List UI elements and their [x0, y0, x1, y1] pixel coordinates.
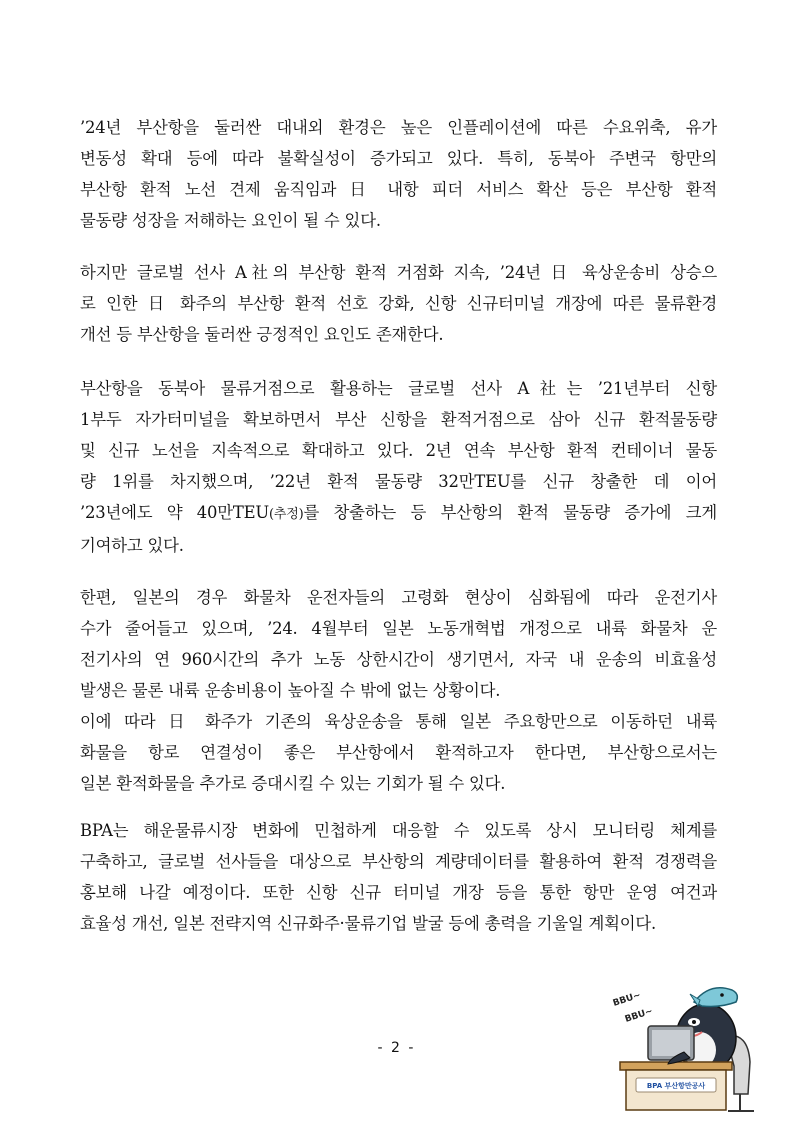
text-line: 기여하고 있다.	[80, 536, 184, 555]
text-line: 부산항을 동북아 물류거점으로 활용하는 글로벌 선사 A社는 ’21년부터 신항	[80, 379, 717, 398]
paragraph-positive-factors	[80, 257, 717, 350]
mascot-sound-text: BBU~	[611, 990, 643, 1009]
paragraph-japan-logistics	[80, 582, 717, 799]
paragraph-outlook	[80, 112, 717, 236]
text-line: 량 1위를 차지했으며, ’22년 환적 물동량 32만TEU를 신규 창출한 데 이어	[80, 472, 717, 491]
desk-logo-text: BPA 부산항만공사	[646, 1082, 706, 1090]
mascot-sound-text: BBU~	[623, 1006, 655, 1025]
text-line: BPA는 해운물류시장 변화에 민첩하게 대응할 수 있도록 상시 모니터링 체계를	[80, 821, 717, 840]
text-line: 일본 환적화물을 추가로 증대시킬 수 있는 기회가 될 수 있다.	[80, 774, 506, 793]
page-number: - 2 -	[377, 1040, 416, 1056]
text-line: 홍보해 나갈 예정이다. 또한 신항 신규 터미널 개장 등을 통한 항만 운영 여건과	[80, 883, 717, 902]
text-line: 구축하고, 글로벌 선사들을 대상으로 부산항의 계량데이터를 활용하여 환적 경쟁력을	[80, 852, 717, 871]
text-line: 한편, 일본의 경우 화물차 운전자들의 고령화 현상이 심화됨에 따라 운전기사	[80, 588, 717, 607]
text-line: 효율성 개선, 일본 전략지역 신규화주·물류기업 발굴 등에 총력을 기울일 계획이다.	[80, 914, 657, 933]
text-line: ’23년에도 약 40만TEU(추정)를 창출하는 등 부산항의 환적 물동량 증가에 크게	[80, 503, 717, 522]
text-line: 개선 등 부산항을 둘러싼 긍정적인 요인도 존재한다.	[80, 325, 444, 344]
text-line: 전기사의 연 960시간의 추가 노동 상한시간이 생기면서, 자국 내 운송의 비효율성	[80, 650, 717, 669]
text-line: 물동량 성장을 저해하는 요인이 될 수 있다.	[80, 211, 381, 230]
paragraph-carrier-hub	[80, 373, 717, 561]
text-line: ’24년 부산항을 둘러싼 대내외 환경은 높은 인플레이션에 따른 수요위축, 유가	[80, 118, 717, 137]
text-line: 및 신규 노선을 지속적으로 확대하고 있다. 2년 연속 부산항 환적 컨테이너 물동	[80, 441, 717, 460]
text-line: 로 인한 日 화주의 부산항 환적 선호 강화, 신항 신규터미널 개장에 따른 물류환경	[80, 294, 717, 313]
text-line: 화물을 항로 연결성이 좋은 부산항에서 환적하고자 한다면, 부산항으로서는	[80, 743, 717, 762]
text-line: 부산항 환적 노선 견제 움직임과 日 내항 피더 서비스 확산 등은 부산항 환적	[80, 180, 717, 199]
text-line: 하지만 글로벌 선사 A社의 부산항 환적 거점화 지속, ’24년 日 육상운송비 상승으	[80, 263, 717, 282]
text-line: 발생은 물론 내륙 운송비용이 높아질 수 밖에 없는 상황이다.	[80, 681, 501, 700]
text-line: 이에 따라 日 화주가 기존의 육상운송을 통해 일본 주요항만으로 이동하던 내륙	[80, 712, 717, 731]
text-line: 수가 줄어들고 있으며, ’24. 4월부터 일본 노동개혁법 개정으로 내륙 화물차 운	[80, 619, 717, 638]
text-line: 변동성 확대 등에 따라 불확실성이 증가되고 있다. 특히, 동북아 주변국 항만의	[80, 149, 717, 168]
mascot-illustration	[608, 966, 778, 1116]
text-line: 1부두 자가터미널을 확보하면서 부산 신항을 환적거점으로 삼아 신규 환적물동량	[80, 410, 717, 429]
paragraph-bpa-plan	[80, 815, 717, 939]
